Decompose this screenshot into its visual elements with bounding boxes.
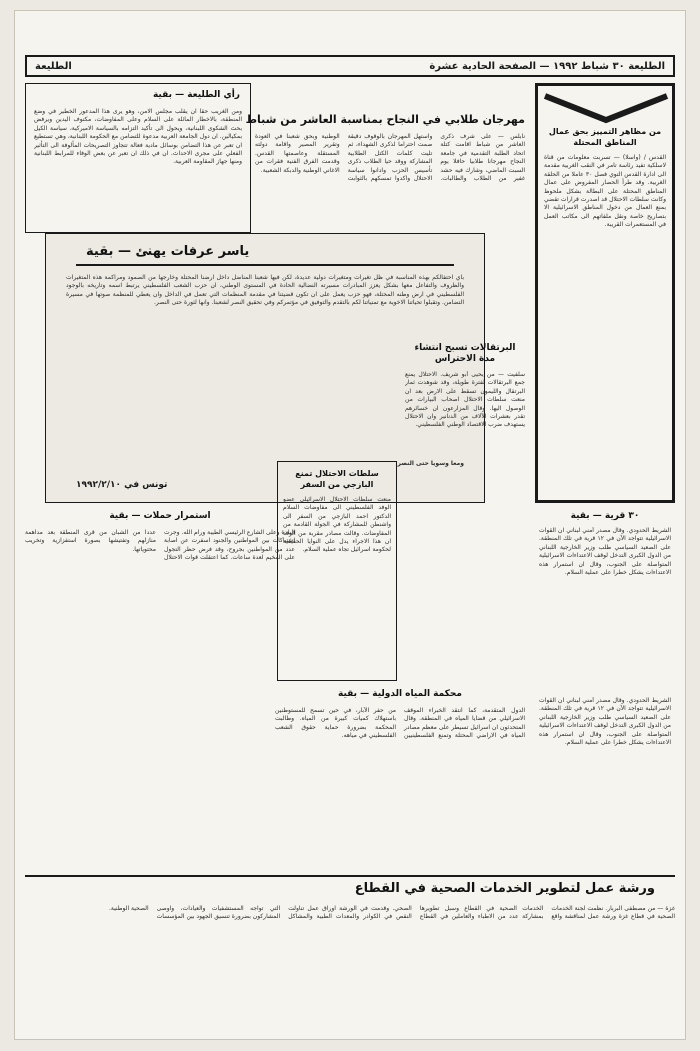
occupation-box — [277, 461, 397, 681]
camps-title: استمرار حملات — بقية — [109, 511, 211, 521]
bridges-box — [535, 83, 675, 503]
masthead-logo: الطليعة — [35, 60, 72, 72]
editorial-text: ومن الغريب حقا ان يقلب مجلس الامن، وهو يرى هذا المدعور الخطير في وضع المنطقة، بالاخطار المائلة على السلام وعلى المفاوضات، مكتوف اليدين ويرفض بحث الشكوى اللبنانية، ويحول الى تأكيد التزامه بالسياسة الاميركية، سياسة الكيل بمكيالين. ان دول الجامعة العربية مدعوة للتضامن مع الحكومة اللبنانية، وهي تستطيع ان تعبر عن هذا التضامن بوسائل مادية فعالة تتجاوز التصريحات المألوفة الى التأثير الفعلي على مجرى الاحداث. ان في ذلك ان تعبر عن بعض الوفاء للمرابط اللبنانية ومنها جهاز المقاومة العربية. — [34, 108, 242, 166]
arafat-title: ياسر عرفات يهنئ — بقية — [86, 244, 250, 259]
camps-text: البلدة وعلى الشارع الرئيسي الطيبة ورام الله. وجرت اشتباكات بين المواطنين والجنود اسفرت عن اصابة عدد من المواطنين بجروح، وقد فرض حظر التجول على المخيم لعدة ساعات. كما اعتقلت قوات الاحتلال عددا من الشبان من قرى المنطقة بعد مداهمة منازلهم وتفتيشها بصورة استفزازية وتخريب محتوياتها. — [25, 529, 295, 562]
page-label: الطليعة ٣٠ شباط ١٩٩٢ — الصفحة الحادية عشرة — [429, 60, 665, 72]
bridges-text: القدس / (واسلا) — تسربت معلومات من قناة لاسلكية تفيد رئاسة تامر في النقب الغربية مقدمة الى ادارة القدس التوي فصل ٣٠ عاملا من الحلقة الغربية. وقد طرأ الحصار المفروض على عمال المناطق المحتلة على البطالة بشكل ملحوظ وكانت سلطات الاحتلال قد اصدرت قرارات تقضي بمنع العمال من دخول المناطق الاسرائيلية الا بتصاريح خاصة ونقل ملفاتهم الى مكاتب العمل في المستعمرات القريبة. — [544, 154, 666, 229]
arafat-closing: ومعا وسويا حتى النصر — [397, 460, 464, 467]
health-top-rule — [25, 875, 675, 877]
chevron-graphic — [539, 90, 673, 126]
festival-title: مهرجان طلابي في النجاح بمناسبة العاشر من شباط — [245, 113, 525, 126]
arafat-signature-date: تونس في ١٩٩٢/٢/١٠ — [76, 480, 168, 490]
occupation-text: منعت سلطات الاحتلال الاسرائيلي عضو الوفد الفلسطيني الى مفاوضات السلام الدكتور احمد البازجي من السفر الى واشنطن للمشاركة في الجولة القادمة من المفاوضات. وقالت مصادر مقربة من الوفد ان هذا الاجراء يدل على النوايا الحقيقية لحكومة اسرائيل تجاه عملية السلام. — [283, 496, 391, 554]
page-frame — [25, 21, 675, 1029]
editorial-title: رأي الطليعة — بقية — [152, 90, 240, 100]
health-title: ورشة عمل لتطوير الخدمات الصحية في القطاع — [354, 881, 655, 896]
arafat-text: بأي احتفالكم بهذه المناسبة في ظل تغيرات ومتغيرات دولية عديدة، لكن فيها شعبنا المناضل داخل ارضنا المحتلة وخارجها من الصمود ومراكمة هذه المتغيرات والظروف والتفاعل معها بشكل يعزز المبادرات مسيرته النضالية الحادة في المستوى الوطني، ان حزب الشعب الفلسطيني يرتبط اسمه وتاريخه بالوجود الفلسطيني في ارض وطنه المحتلة، فهو حزب يعمل على ان تكون قضيتنا في مقدمة المنظمات التي تعمل في الداخل وان يعطي للمنظمة صوتها في مسيرة التضامن. وتقبلوا تحياتنا الاخوية مع تمنياتنا لكم بالتقدم والتوفيق في مؤتمركم وفي تحقيق النصر لشعبنا. وانها لثورة حتى النصر. — [66, 274, 464, 307]
water-text: الدول المتقدمة، كما انتقد الخبراء الموقف الاسرائيلي من قضايا المياه في المنطقة. وقال المتحدثون ان اسرائيل تسيطر على معظم مصادر المياه في الاراضي المحتلة وتمنع الفلسطينيين من حفر الآبار، في حين تسمح للمستوطنين باستهلاك كميات كبيرة من المياه. وطالبت المحكمة بضرورة حماية حقوق الشعب الفلسطيني في مياهه. — [275, 707, 525, 740]
editorial-box — [25, 83, 251, 233]
villages-continued: الشريط الحدودي. وقال مصدر أمني لبناني ان القوات الاسرائيلية تتواجد الآن في ١٢ قرية في تلك المنطقة. على الصعيد السياسي طلب وزير الخارجية اللبناني من الدول الكبرى التدخل لوقف الاعتداءات الاسرائيلية المتواصلة على الجنوب، وقال ان استمرار هذه الاعتداءات يشكل خطرا على عملية السلام. — [539, 697, 671, 747]
festival-text: نابلس — على شرف ذكرى العاشر من شباط اقامت كتلة اتحاد الطلبة التقدمية في جامعة النجاح مهرجانا طلابيا حافلا يوم السبت الماضي، وشارك فيه حشد غفير من الطلاب والطالبات. واستهل المهرجان بالوقوف دقيقة صمت احتراما لذكرى الشهداء، ثم تليت كلمات الكتل الطلابية المشاركة ووقد حيا الطلاب ذكرى تأسيس الحزب وادانوا سياسة الاحتلال واكدوا تمسكهم بالثوابت الوطنية وبحق شعبنا في العودة وتقرير المصير واقامة دولته المستقلة وعاصمتها القدس. وقدمت الفرق الفنية فقرات من الاغاني الوطنية والدبكة الشعبية. — [255, 133, 525, 183]
villages-text: الشريط الحدودي. وقال مصدر أمني لبناني ان القوات الاسرائيلية تتواجد الآن في ١٢ قرية في تلك المنطقة. على الصعيد السياسي طلب وزير الخارجية اللبناني من الدول الكبرى التدخل لوقف الاعتداءات الاسرائيلية المتواصلة على الجنوب، وقال ان استمرار هذه الاعتداءات يشكل خطرا على عملية السلام. — [539, 527, 671, 577]
bridges-title: من مظاهر التمييز بحق عمال المناطق المحتلة — [548, 127, 662, 147]
arafat-title-rule — [76, 264, 454, 266]
water-title: محكمة المياه الدولية — بقية — [338, 689, 462, 699]
page-header — [25, 55, 675, 77]
villages-title: ٣٠ قرية — بقية — [570, 511, 640, 521]
occupation-title: سلطات الاحتلال تمنع البازجي من السفر — [295, 469, 379, 489]
stones-title: البرتقالات تسبح انتشاء مدة الاحتراس — [414, 343, 516, 364]
stones-text: سلفيت — من يحيى أبو شريف. الاحتلال يمنع جمع البرتقالات لفترة طويلة، وقد شوهدت ثمار البرتقال والليمون تسقط على الارض بعد ان منعت سلطات الاحتلال اصحاب البيارات من الوصول اليها. وقال المزارعون ان خسائرهم تقدر بعشرات الآلاف من الدنانير وان الاحتلال يستهدف ضرب الاقتصاد الوطني الفلسطيني. — [405, 371, 525, 429]
newspaper-page — [14, 10, 686, 1040]
health-text: غزة — من مصطفى البربار. نظمت لجنة الخدمات الصحية في قطاع غزة ورشة عمل لمناقشة واقع الخدمات الصحية في القطاع وسبل تطويرها بمشاركة عدد من الاطباء والعاملين في القطاع الصحي. وقدمت في الورشة اوراق عمل تناولت النقص في الكوادر والمعدات الطبية والمشاكل التي تواجه المستشفيات والعيادات، واوصى المشاركون بضرورة تنسيق الجهود بين المؤسسات الصحية الوطنية. — [109, 905, 675, 921]
